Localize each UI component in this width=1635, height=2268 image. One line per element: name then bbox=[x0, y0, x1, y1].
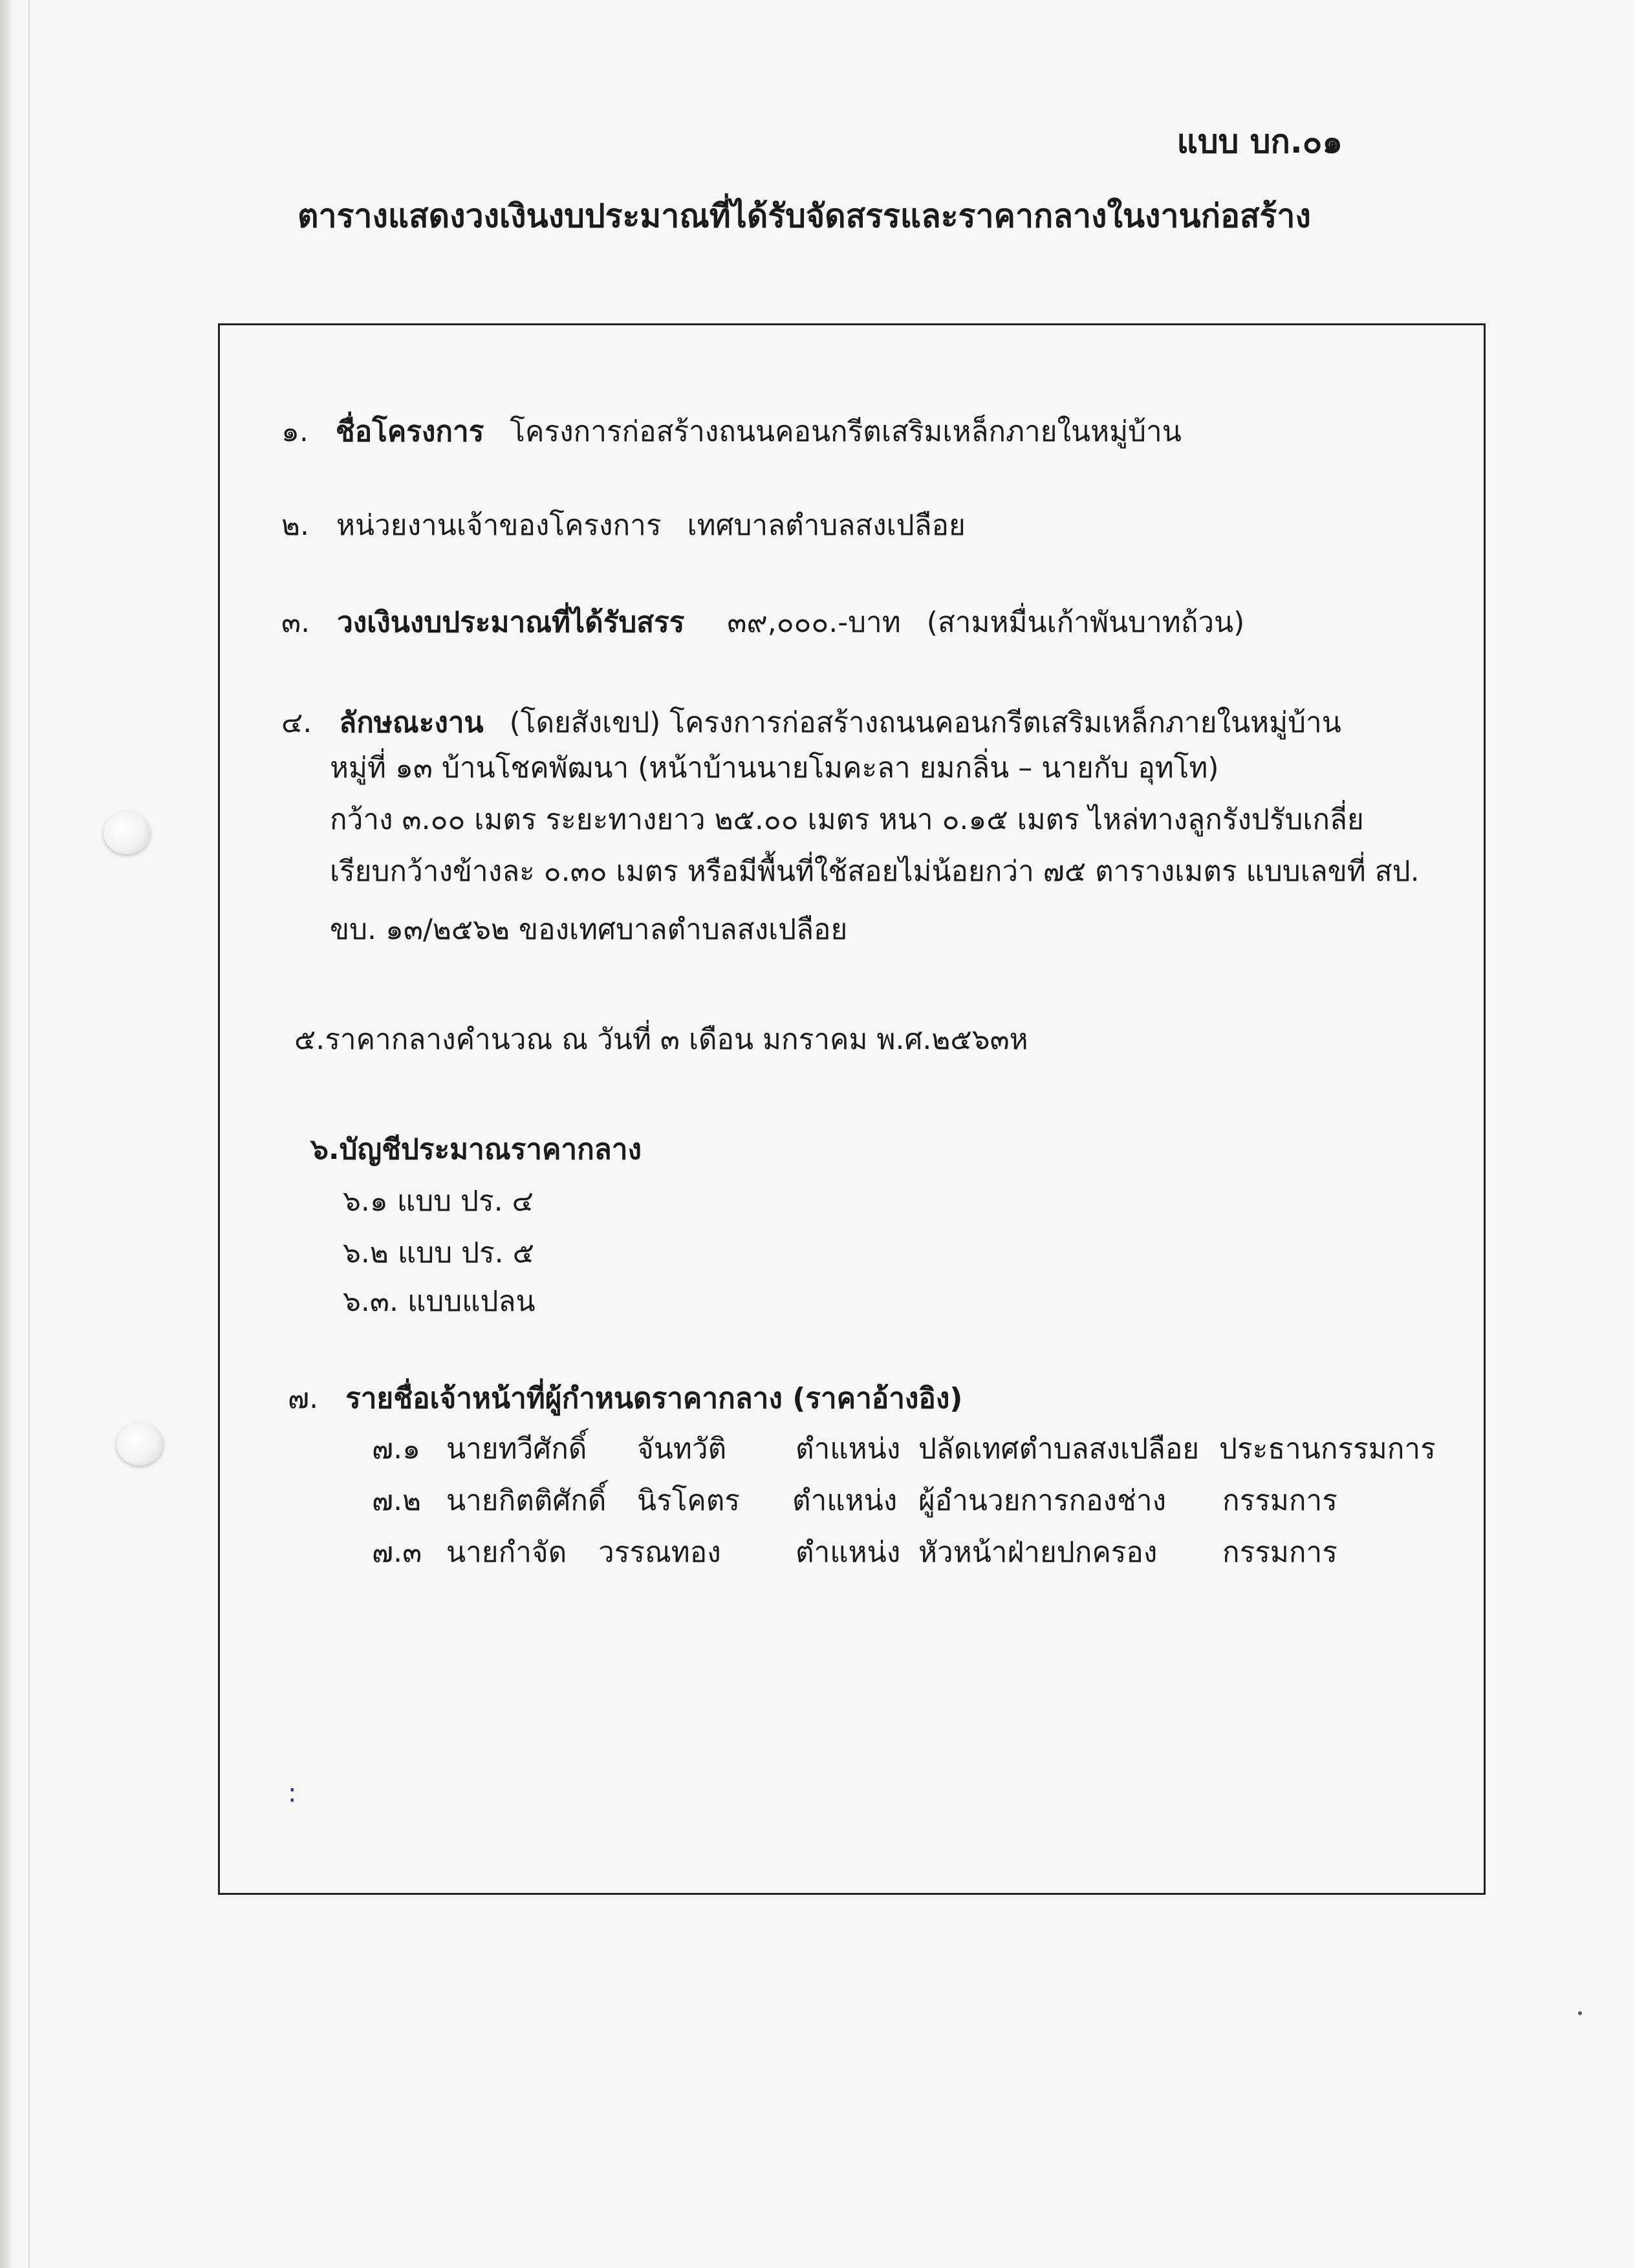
item-6-sub-1: ๖.๑ แบบ ปร. ๔ bbox=[343, 1185, 534, 1218]
item-4-line-5: ขบ. ๑๓/๒๕๖๒ ของเทศบาลตำบลสงเปลือย bbox=[330, 913, 848, 946]
staff-1-surname: จันทวัติ bbox=[637, 1432, 727, 1465]
staff-1-role: ประธานกรรมการ bbox=[1219, 1432, 1436, 1465]
staff-3-surname: วรรณทอง bbox=[598, 1536, 721, 1569]
staff-3-position-label: ตำแหน่ง bbox=[796, 1536, 901, 1569]
item-1-label: ชื่อโครงการ bbox=[335, 415, 484, 448]
item-3-number: ๓. bbox=[281, 606, 310, 639]
staff-2-position: ผู้อำนวยการกองช่าง bbox=[918, 1484, 1167, 1517]
item-5: ๕.ราคากลางคำนวณ ณ วันที่ ๓ เดือน มกราคม พ.ศ.๒๕๖๓ห bbox=[294, 1023, 1028, 1056]
staff-1-number: ๗.๑ bbox=[372, 1432, 421, 1465]
item-6-sub-2: ๖.๒ แบบ ปร. ๕ bbox=[343, 1237, 534, 1269]
item-7-number: ๗. bbox=[288, 1382, 319, 1415]
item-3-amount: ๓๙,๐๐๐.-บาท bbox=[727, 606, 901, 639]
item-7-heading-line bbox=[288, 1381, 962, 1416]
item-7-heading: รายชื่อเจ้าหน้าที่ผู้กำหนดราคากลาง (ราคาอ้างอิง) bbox=[345, 1382, 963, 1415]
item-4-number: ๔. bbox=[281, 706, 312, 739]
item-4-line-4: เรียบกว้างข้างละ ๐.๓๐ เมตร หรือมีพื้นที่ใช้สอยไม่น้อยกว่า ๗๕ ตารางเมตร แบบเลขที่ สป. bbox=[330, 855, 1420, 888]
staff-2-name: นายกิตติศักดิ์ bbox=[446, 1484, 607, 1517]
staff-2-surname: นิรโคตร bbox=[637, 1484, 740, 1517]
item-2 bbox=[281, 508, 966, 543]
content-frame bbox=[218, 323, 1486, 1895]
item-4-line-2: หมู่ที่ ๑๓ บ้านโชคพัฒนา (หน้าบ้านนายโมคะลา ยมกลิ่น – นายกับ อุทโท) bbox=[330, 751, 1219, 784]
staff-3-role: กรรมการ bbox=[1222, 1536, 1337, 1569]
item-4-description: (โดยสังเขป) โครงการก่อสร้างถนนคอนกรีตเสริมเหล็กภายในหมู่บ้าน bbox=[509, 706, 1341, 739]
item-1 bbox=[281, 414, 1182, 449]
item-1-value: โครงการก่อสร้างถนนคอนกรีตเสริมเหล็กภายในหมู่บ้าน bbox=[510, 415, 1182, 448]
staff-1-position: ปลัดเทศตำบลสงเปลือย bbox=[918, 1432, 1200, 1465]
staff-3-name: นายกำจัด bbox=[446, 1536, 567, 1569]
item-4-line-1 bbox=[281, 705, 1341, 740]
item-3 bbox=[281, 605, 1244, 640]
item-2-value: เทศบาลตำบลสงเปลือย bbox=[687, 509, 966, 542]
staff-1-name: นายทวีศักดิ์ bbox=[446, 1432, 587, 1465]
staff-1-position-label: ตำแหน่ง bbox=[796, 1432, 901, 1465]
item-6-heading: ๖.บัญชีประมาณราคากลาง bbox=[310, 1133, 642, 1166]
item-4-label: ลักษณะงาน bbox=[339, 706, 484, 739]
item-2-number: ๒. bbox=[281, 509, 309, 542]
item-3-label: วงเงินงบประมาณที่ได้รับสรร bbox=[337, 606, 685, 639]
footer-mark: : bbox=[288, 1778, 297, 1808]
staff-2-role: กรรมการ bbox=[1222, 1484, 1337, 1517]
item-1-number: ๑. bbox=[281, 415, 309, 448]
document-title: ตารางแสดงวงเงินงบประมาณที่ได้รับจัดสรรและราคากลางในงานก่อสร้าง bbox=[298, 197, 1311, 235]
punch-hole-top bbox=[103, 812, 150, 854]
punch-hole-bottom bbox=[116, 1423, 163, 1465]
staff-2-position-label: ตำแหน่ง bbox=[792, 1484, 898, 1517]
page-fold-line bbox=[28, 0, 30, 2268]
staff-3-position: หัวหน้าฝ่ายปกครอง bbox=[918, 1536, 1158, 1569]
form-code: แบบ บก.๐๑ bbox=[1176, 123, 1343, 160]
scan-speck bbox=[1578, 2011, 1582, 2015]
item-6-sub-3: ๖.๓. แบบแปลน bbox=[343, 1285, 536, 1318]
page-left-edge bbox=[0, 0, 12, 2268]
item-2-label: หน่วยงานเจ้าของโครงการ bbox=[336, 509, 662, 542]
staff-2-number: ๗.๒ bbox=[372, 1484, 422, 1517]
item-3-amount-words: (สามหมื่นเก้าพันบาทถ้วน) bbox=[926, 606, 1245, 639]
item-4-line-3: กว้าง ๓.๐๐ เมตร ระยะทางยาว ๒๕.๐๐ เมตร หนา ๐.๑๕ เมตร ไหล่ทางลูกรังปรับเกลี่ย bbox=[330, 803, 1364, 836]
staff-3-number: ๗.๓ bbox=[372, 1536, 422, 1569]
